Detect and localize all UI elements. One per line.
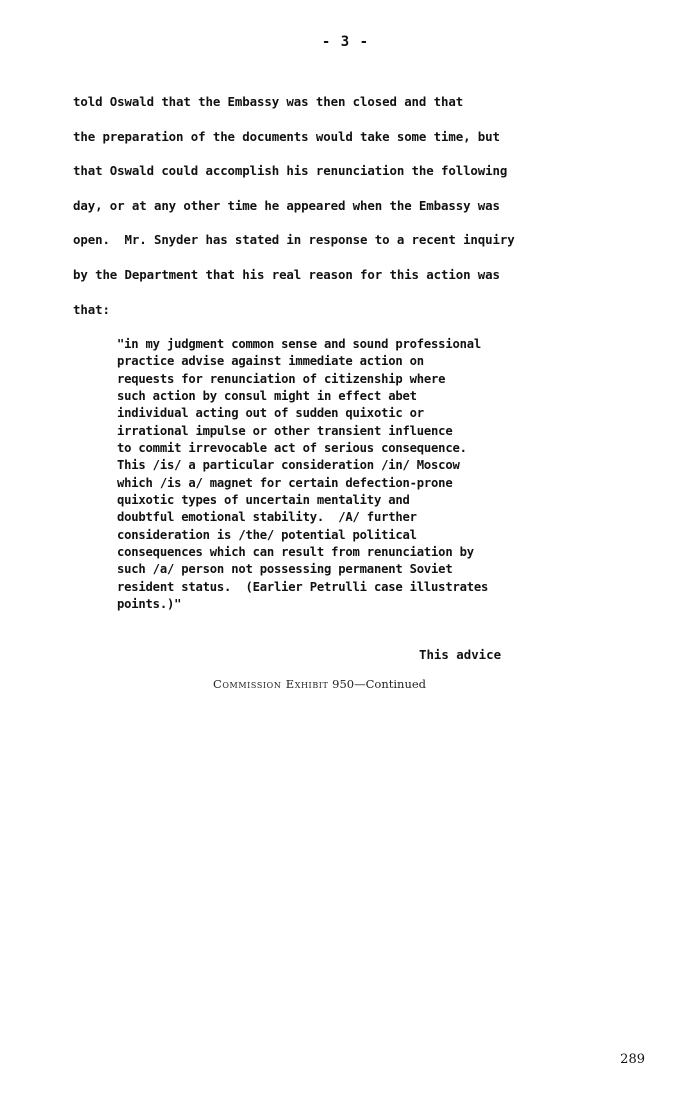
exhibit-caption-suffix: —Continued	[354, 677, 427, 691]
continuation-text: This advice	[419, 647, 502, 662]
body-line: by the Department that his real reason for this action was	[73, 266, 500, 282]
body-line: open. Mr. Snyder has stated in response to a recent inquiry	[73, 232, 515, 248]
exhibit-caption-label: Commission Exhibit	[213, 677, 329, 691]
quote-line: consideration is /the/ potential political	[117, 527, 417, 542]
quote-line: consequences which can result from renunciation by	[117, 545, 474, 560]
exhibit-caption-number: 950	[332, 677, 355, 691]
body-line: told Oswald that the Embassy was then closed and that	[73, 94, 464, 109]
body-line: the preparation of the documents would take some time, but	[73, 128, 500, 144]
quote-line: individual acting out of sudden quixotic or	[117, 406, 424, 421]
exhibit-caption	[213, 677, 426, 691]
block-quote	[117, 336, 488, 614]
body-paragraph	[73, 92, 515, 334]
quote-line: resident status. (Earlier Petrulli case illustrates	[117, 579, 489, 594]
quote-line: "in my judgment common sense and sound professional	[117, 337, 482, 351]
quote-line: requests for renunciation of citizenship where	[117, 371, 446, 386]
quote-line: to commit irrevocable act of serious consequence.	[117, 441, 467, 456]
quote-line: practice advise against immediate action on	[117, 354, 424, 369]
body-line: day, or at any other time he appeared when the Embassy was	[73, 197, 500, 213]
quote-line: This /is/ a particular consideration /in/ Moscow	[117, 458, 460, 473]
body-line: that Oswald could accomplish his renunciation the following	[73, 163, 508, 179]
quote-line: which /is a/ magnet for certain defection-prone	[117, 475, 453, 490]
quote-line: such /a/ person not possessing permanent Soviet	[117, 562, 453, 577]
quote-line: quixotic types of uncertain mentality and	[117, 493, 410, 508]
folio-page-number: 289	[620, 1052, 645, 1067]
quote-line: doubtful emotional stability. /A/ further	[117, 510, 417, 525]
quote-line: irrational impulse or other transient influence	[117, 423, 453, 438]
page-number-marker: - 3 -	[321, 34, 370, 50]
quote-line: such action by consul might in effect abet	[117, 389, 417, 404]
body-line: that:	[73, 301, 110, 317]
quote-line: points.)"	[117, 597, 182, 612]
